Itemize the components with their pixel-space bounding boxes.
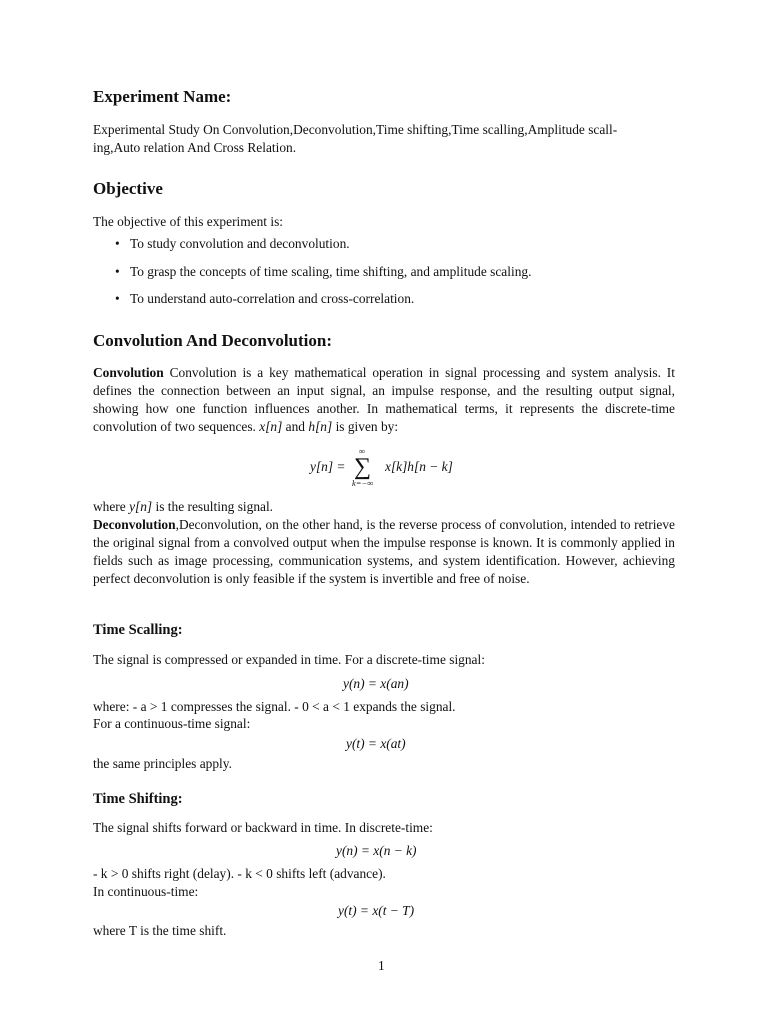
list-item: • To understand auto-correlation and cross-correlation.	[115, 291, 415, 306]
convolution-heading: Convolution And Deconvolution:	[93, 331, 332, 350]
equation-rhs: x[k]h[n − k]	[385, 459, 453, 474]
time-scaling-closing: the same principles apply.	[93, 756, 232, 771]
time-shifting-equation-continuous: y(t) = x(t − T)	[338, 903, 415, 918]
page-number: 1	[378, 958, 385, 973]
time-shifting-heading: Time Shifting:	[93, 791, 183, 807]
list-item: • To study convolution and deconvolution.	[115, 236, 350, 251]
sum-lower-limit: k=−∞	[352, 478, 374, 488]
sum-upper-limit: ∞	[359, 446, 366, 456]
sequence-x: x[n]	[259, 419, 283, 434]
time-shifting-intro: The signal shifts forward or backward in time. In discrete-time:	[93, 820, 433, 835]
experiment-heading: Experiment Name:	[93, 87, 232, 106]
experiment-title-line1: Experimental Study On Convolution,Deconvolution,Time shifting,Time scalling,Amplitude scall-	[93, 122, 618, 137]
where-line: where y[n] is the resulting signal.	[93, 499, 274, 514]
experiment-title-line2: ing,Auto relation And Cross Relation.	[93, 140, 297, 155]
time-shifting-continuous: In continuous-time:	[93, 884, 199, 899]
bullet-icon: •	[115, 263, 120, 279]
convolution-label: Convolution	[93, 365, 164, 380]
time-shifting-shift-line: - k > 0 shifts right (delay). - k < 0 shifts left (advance).	[93, 866, 386, 881]
list-item: • To grasp the concepts of time scaling, time shifting, and amplitude scaling.	[115, 263, 532, 279]
time-scaling-intro: The signal is compressed or expanded in time. For a discrete-time signal:	[93, 652, 485, 667]
time-scaling-continuous: For a continuous-time signal:	[93, 716, 251, 731]
sequence-h: h[n]	[308, 419, 333, 434]
time-scaling-where: where: - a > 1 compresses the signal. - 0 < a < 1 expands the signal.	[93, 699, 456, 714]
time-scaling-equation-discrete: y(n) = x(an)	[343, 676, 409, 691]
time-scaling-equation-continuous: y(t) = x(at)	[346, 736, 406, 751]
objective-list	[115, 235, 531, 318]
convolution-paragraph: Convolution Convolution is a key mathematical operation in signal processing and system analysis. It defines the connection between an input signal, an impulse response, and the resulting output signal, showing how one function influences another. In mathematical terms, it represents the discrete-time convolution of two sequences. x[n] and h[n] is given by:	[93, 365, 675, 434]
time-shifting-equation-discrete: y(n) = x(n − k)	[336, 843, 417, 858]
time-scaling-heading: Time Scalling:	[93, 622, 183, 638]
objective-intro: The objective of this experiment is:	[93, 214, 284, 229]
deconvolution-paragraph	[93, 516, 675, 588]
deconvolution-label: Deconvolution	[93, 517, 176, 532]
bullet-icon: •	[115, 291, 120, 306]
convolution-text: Convolution is a key mathematical operation in signal processing and system analysis. It defines the connection between an input signal, an impulse response, and the resulting output signal, showing how one function influences another. In mathematical terms, it represents the discrete-time convolution of two sequences.	[93, 365, 675, 434]
deconvolution-text: ,Deconvolution, on the other hand, is the reverse process of convolution, intended to retrieve the original signal from a convolved output when the impulse response is known. It is commonly applied in fields such as image processing, communication systems, and system identification. However, achieving perfect deconvolution is only feasible if the system is invertible and free of noise.	[93, 517, 675, 586]
summation-icon: ∑	[354, 454, 372, 480]
bullet-icon: •	[115, 236, 120, 251]
equation-lhs: y[n] =	[310, 459, 346, 474]
objective-heading: Objective	[93, 179, 163, 198]
time-shifting-where: where T is the time shift.	[93, 923, 227, 938]
